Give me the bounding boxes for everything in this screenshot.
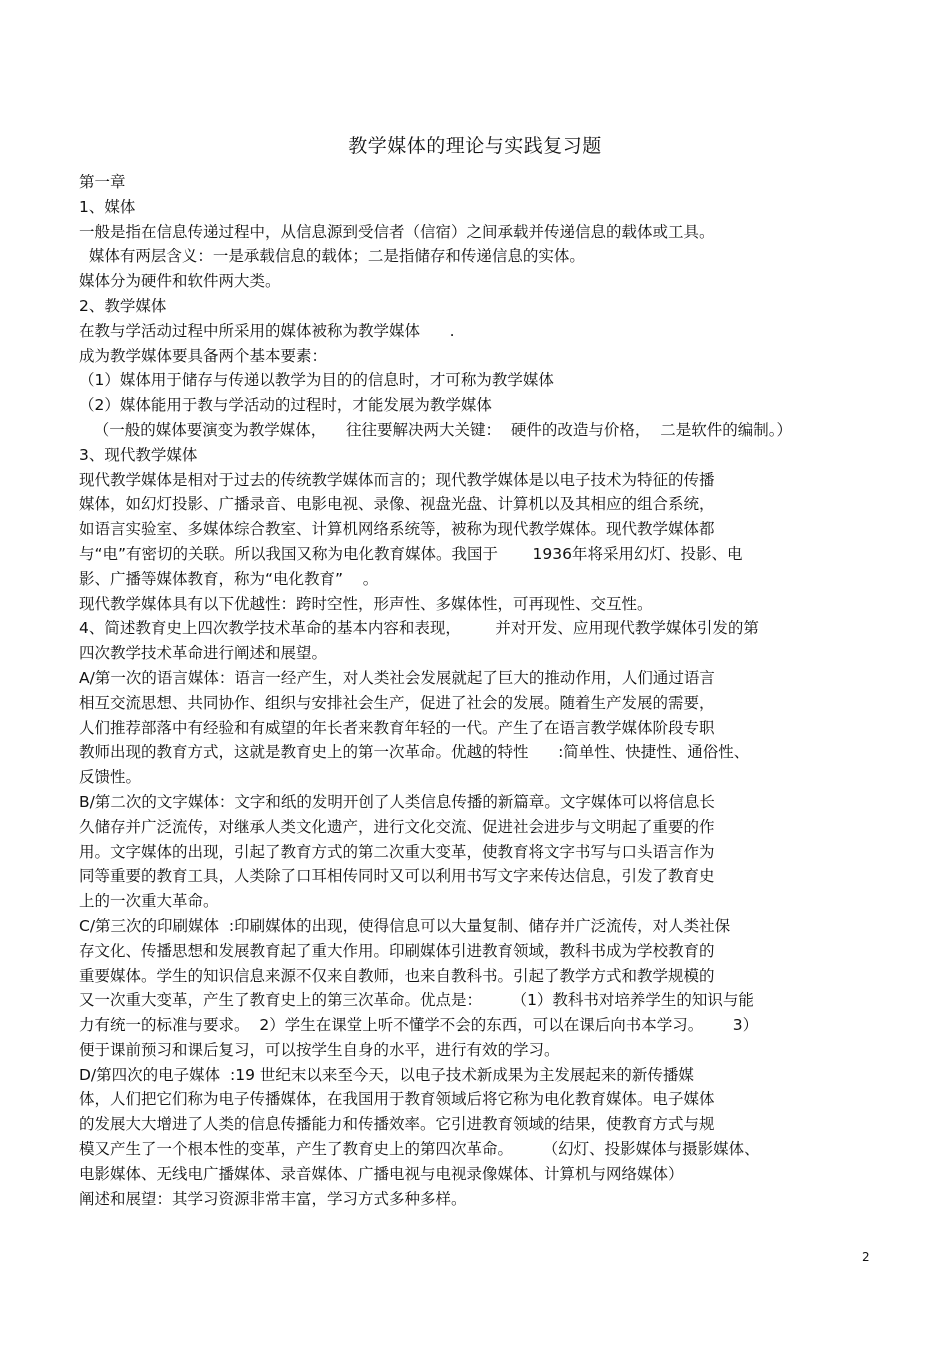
text-line: 重要媒体。学生的知识信息来源不仅来自教师，也来自教科书。引起了教学方式和教学规模的 [79,966,715,985]
text-line: 四次教学技术革命进行阐述和展望。 [79,644,328,663]
text-line: 一般是指在信息传递过程中，从信息源到受信者（信宿）之间承载并传递信息的载体或工具。 [79,222,715,241]
text-line: 媒体分为硬件和软件两大类。 [79,272,281,291]
text-line: 用。文字媒体的出现，引起了教育方式的第二次重大变革，使教育将文字书写与口头语言作为 [79,842,715,861]
text-line: 人们推荐部落中有经验和有威望的年长者来教育年轻的一代。产生了在语言教学媒体阶段专职 [79,718,715,737]
text-line: 第一章 [79,173,126,191]
text-line: 与“电”有密切的关联。所以我国又称为电化教育媒体。我国于 1936年将采用幻灯、投影、电 [79,544,743,563]
text-line: 同等重要的教育工具，人类除了口耳相传同时又可以利用书写文字来传达信息，引发了教育史 [79,867,715,886]
text-line: B/第二次的文字媒体：文字和纸的发明开创了人类信息传播的新篇章。文字媒体可以将信息长 [79,792,715,811]
text-line: 又一次重大变革，产生了教育史上的第三次革命。优点是： （1）教科书对培养学生的知识与能 [79,991,754,1010]
text-line: 现代教学媒体具有以下优越性：跨时空性，形声性、多媒体性，可再现性、交互性。 [79,594,653,613]
text-line: （1）媒体用于储存与传递以教学为目的的信息时，才可称为教学媒体 [79,371,554,390]
text-line: 教师出现的教育方式，这就是教育史上的第一次革命。优越的特性 :简单性、快捷性、通俗性、 [79,743,750,762]
text-line: 4、简述教育史上四次教学技术革命的基本内容和表现， 并对开发、应用现代教学媒体引发的第 [79,619,759,638]
text-line: 电影媒体、无线电广播媒体、录音媒体、广播电视与电视录像媒体、计算机与网络媒体） [79,1164,684,1183]
text-line: 媒体，如幻灯投影、广播录音、电影电视、录像、视盘光盘、计算机以及其相应的组合系统， [79,495,715,514]
text-line: 上的一次重大革命。 [79,892,219,911]
text-line: 相互交流思想、共同协作、组织与安排社会生产，促进了社会的发展。随着生产发展的需要， [79,693,715,712]
text-line: 力有统一的标准与要求。 2）学生在课堂上听不懂学不会的东西，可以在课后向书本学习。 3） [79,1016,759,1035]
text-line: 1、媒体 [79,197,136,216]
text-line: 阐述和展望：其学习资源非常丰富，学习方式多种多样。 [79,1189,467,1208]
text-line: 存文化、传播思想和发展教育起了重大作用。印刷媒体引进教育领域，教科书成为学校教育的 [79,941,715,960]
document-title: 教学媒体的理论与实践复习题 [348,135,602,157]
text-line: 模又产生了一个根本性的变革，产生了教育史上的第四次革命。 （幻灯、投影媒体与摄影媒体、 [79,1140,760,1159]
text-line: 的发展大大增进了人类的信息传播能力和传播效率。它引进教育领域的结果，使教育方式与规 [79,1115,715,1134]
text-line: D/第四次的电子媒体 :19 世纪末以来至今天，以电子技术新成果为主发展起来的新传播媒 [79,1065,694,1084]
text-line: 影、广播等媒体教育，称为“电化教育” 。 [79,569,379,588]
text-line: 3、现代教学媒体 [79,445,198,464]
document-body [79,170,879,1211]
text-line: （2）媒体能用于教与学活动的过程时，才能发展为教学媒体 [79,396,492,415]
text-line: 便于课前预习和课后复习，可以按学生自身的水平，进行有效的学习。 [79,1040,560,1059]
text-line: 反馈性。 [79,768,142,787]
text-line: A/第一次的语言媒体：语言一经产生，对人类社会发展就起了巨大的推动作用，人们通过语言 [79,668,715,687]
page-number: 2 [862,1250,870,1264]
text-line: 现代教学媒体是相对于过去的传统教学媒体而言的；现代教学媒体是以电子技术为特征的传播 [79,470,715,489]
text-line: （一般的媒体要演变为教学媒体， 往往要解决两大关键： 硬件的改造与价格， 二是软件的编制。） [79,420,792,439]
text-line: C/第三次的印刷媒体 :印刷媒体的出现，使得信息可以大量复制、储存并广泛流传，对人类社保 [79,916,731,935]
text-line: 如语言实验室、多媒体综合教室、计算机网络系统等，被称为现代教学媒体。现代教学媒体都 [79,520,715,539]
text-line: 媒体有两层含义：一是承载信息的载体；二是指储存和传递信息的实体。 [79,247,585,266]
text-line: 体，人们把它们称为电子传播媒体，在我国用于教育领域后将它称为电化教育媒体。电子媒体 [79,1090,715,1109]
text-line: 成为教学媒体要具备两个基本要素： [79,346,328,365]
text-line: 2、教学媒体 [79,296,167,315]
text-line: 在教与学活动过程中所采用的媒体被称为教学媒体 . [79,321,455,340]
text-line: 久储存并广泛流传，对继承人类文化遗产，进行文化交流、促进社会进步与文明起了重要的作 [79,817,715,836]
